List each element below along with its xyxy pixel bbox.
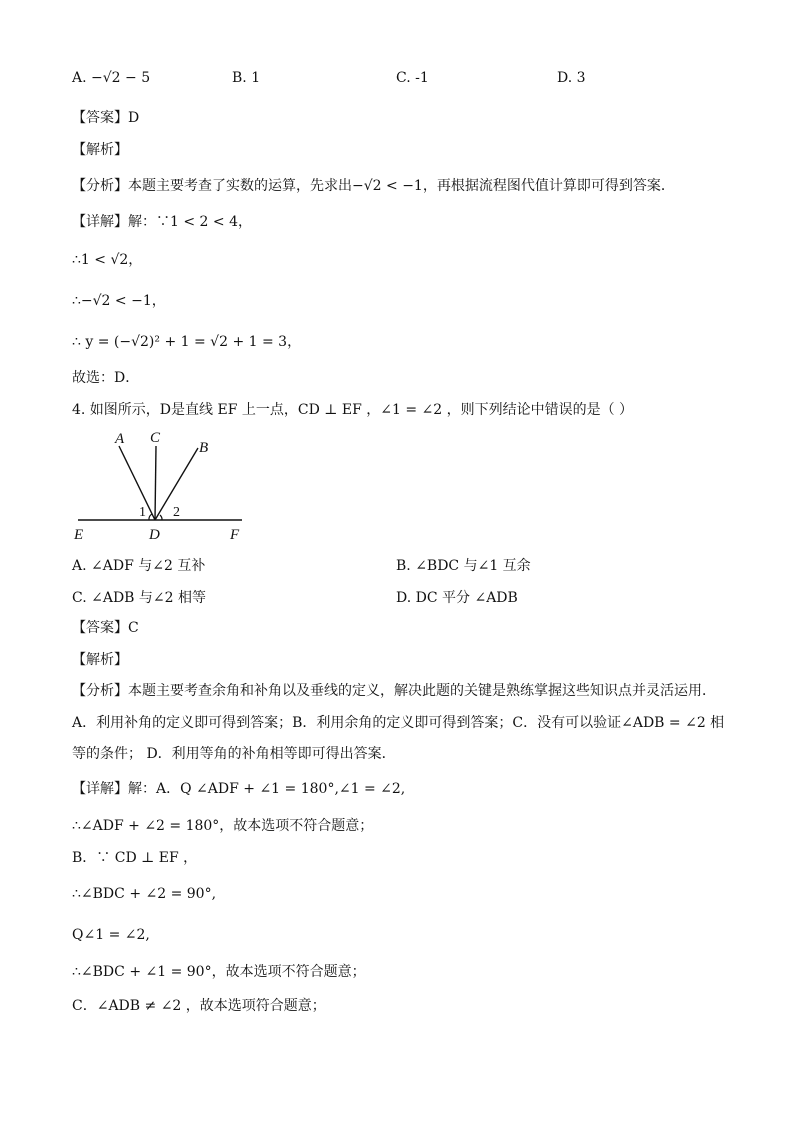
q3-jiexi: 【解析】 [72, 142, 128, 158]
q3-analysis: 【分析】本题主要考查了实数的运算，先求出−√2 < −1，再根据流程图代值计算即可得到答案． [72, 178, 675, 194]
q3-detail-3: ∴−√2 < −1， [72, 293, 166, 309]
q4-option-b: B. ∠BDC 与∠1 互余 [396, 558, 531, 574]
q3-option-d: D. 3 [557, 70, 586, 86]
q4-detail-3: B．∵ CD ⊥ EF ， [72, 850, 198, 866]
q4-detail-5: Q∠1 = ∠2, [72, 927, 150, 943]
q4-option-a: A. ∠ADF 与∠2 互补 [72, 558, 206, 574]
q3-detail-2: ∴1 < √2， [72, 252, 143, 268]
q3-detail-4: ∴ y = (−√2)² + 1 = √2 + 1 = 3， [72, 334, 302, 350]
q4-detail-1: 【详解】解：A．Q ∠ADF + ∠1 = 180°,∠1 = ∠2, [72, 781, 406, 797]
q3-option-a: A. −√2 − 5 [72, 70, 151, 86]
label-angle-1: 1 [139, 505, 146, 520]
q4-answer: 【答案】C [72, 620, 139, 636]
q3-detail-1: 【详解】解：∵1 < 2 < 4， [72, 214, 252, 230]
label-e: E [74, 527, 84, 543]
ray-dc [155, 446, 156, 520]
ray-da [119, 446, 155, 520]
q4-detail-7: C．∠ADB ≠ ∠2 ，故本选项符合题意； [72, 998, 326, 1014]
q4-detail-2: ∴∠ADF + ∠2 = 180°，故本选项不符合题意； [72, 818, 374, 834]
label-a: A [115, 431, 125, 447]
label-f: F [230, 527, 240, 543]
q4-detail-6: ∴∠BDC + ∠1 = 90°，故本选项不符合题意； [72, 964, 366, 980]
q4-option-d: D. DC 平分 ∠ADB [396, 590, 518, 606]
q3-option-b: B. 1 [232, 70, 261, 86]
q3-answer: 【答案】D [72, 110, 140, 126]
q3-detail-5: 故选：D． [72, 370, 140, 386]
label-angle-2: 2 [173, 505, 180, 520]
geometry-figure [72, 426, 262, 546]
q4-detail-4: ∴∠BDC + ∠2 = 90°, [72, 886, 217, 902]
q4-option-c: C. ∠ADB 与∠2 相等 [72, 590, 207, 606]
q4-stem: 4. 如图所示，D是直线 EF 上一点，CD ⊥ EF ，∠1 = ∠2 ，则下列结论中错误的是（ ） [72, 402, 634, 418]
q4-jiexi: 【解析】 [72, 652, 128, 668]
q4-analysis-3: 等的条件； D．利用等角的补角相等即可得出答案． [72, 746, 396, 762]
q3-option-c: C. -1 [396, 70, 429, 86]
angle-2-arc [160, 515, 162, 520]
label-b: B [199, 440, 209, 456]
label-d: D [149, 527, 160, 543]
label-c: C [150, 430, 161, 446]
q4-analysis-1: 【分析】本题主要考查余角和补角以及垂线的定义，解决此题的关键是熟练掌握这些知识点并灵活运用． [72, 683, 716, 699]
angle-1-arc [149, 514, 152, 520]
q4-analysis-2: A．利用补角的定义即可得到答案；B．利用余角的定义即可得到答案；C．没有可以验证∠ADB = ∠2 相 [72, 715, 725, 731]
